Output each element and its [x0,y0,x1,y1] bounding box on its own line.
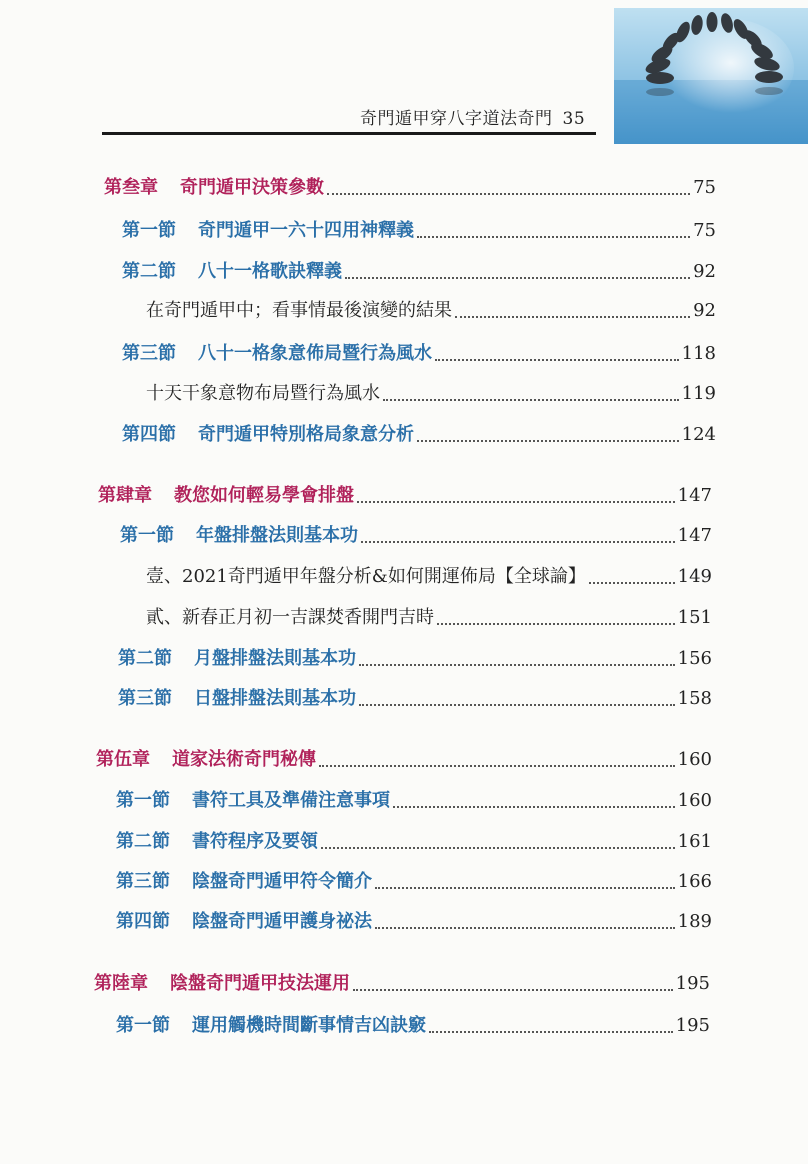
toc-sub-row[interactable] [146,293,716,323]
toc-entry-title: 月盤排盤法則基本功 [194,648,356,669]
toc-entry-label [98,484,354,508]
toc-chapter-row[interactable] [96,742,712,772]
toc-sub-row[interactable] [146,600,712,630]
toc-section-row[interactable] [118,641,712,671]
toc-entry-number: 第二節 [122,261,176,282]
toc-entry-number: 第四節 [122,424,176,445]
toc-section-row[interactable] [122,417,716,447]
toc-section-row[interactable] [116,1008,710,1038]
toc-page-number: 151 [677,607,712,628]
toc-section-row[interactable] [116,783,712,813]
dot-leader [359,703,675,706]
toc-section-row[interactable] [116,824,712,854]
toc-entry-label [116,910,372,934]
toc-entry-label [116,870,372,894]
toc-page-number: 124 [681,424,716,445]
toc-page-number: 119 [681,383,716,404]
toc-page-number: 166 [677,871,712,892]
toc-entry-label [146,565,586,589]
toc-entry-title: 八十一格象意佈局暨行為風水 [198,343,432,364]
toc-entry-number: 第三節 [116,871,170,892]
toc-entry-number: 第一節 [116,790,170,811]
toc-entry-number: 第肆章 [98,485,152,506]
toc-entry-label [122,423,414,447]
dot-leader [435,358,679,361]
toc-entry-number: 第一節 [120,525,174,546]
toc-entry-title: 陰盤奇門遁甲技法運用 [170,973,350,994]
toc-entry-number: 第伍章 [96,749,150,770]
toc-page-number: 92 [693,261,716,282]
toc-entry-label [120,524,358,548]
dot-leader [393,805,675,808]
toc-entry-title: 十天干象意物布局暨行為風水 [146,383,380,404]
dot-leader [429,1030,673,1033]
dot-leader [437,622,675,625]
toc-section-row[interactable] [120,518,712,548]
toc-entry-number: 第一節 [116,1015,170,1036]
toc-entry-number: 第三節 [122,343,176,364]
toc-entry-title: 書符工具及準備注意事項 [192,790,390,811]
toc-entry-title: 年盤排盤法則基本功 [196,525,358,546]
toc-section-row[interactable] [116,864,712,894]
toc-entry-label [94,972,350,996]
dot-leader [375,886,675,889]
toc-entry-title: 奇門遁甲特別格局象意分析 [198,424,414,445]
dot-leader [353,988,673,991]
toc-entry-label [118,647,356,671]
toc-entry-title: 陰盤奇門遁甲護身祕法 [192,911,372,932]
toc-entry-title: 運用觸機時間斷事情吉凶訣竅 [192,1015,426,1036]
toc-page-number: 75 [693,220,716,241]
toc-entry-title: 奇門遁甲決策參數 [180,177,324,198]
toc-section-row[interactable] [122,213,716,243]
dot-leader [417,439,679,442]
toc-page-number: 92 [693,300,716,321]
toc-page-number: 156 [677,648,712,669]
toc-section-row[interactable] [118,681,712,711]
dot-leader [345,276,690,279]
toc-page-number: 189 [677,911,712,932]
toc-page-number: 149 [677,566,712,587]
toc-entry-label [146,382,380,406]
toc-entry-label [146,606,434,630]
toc-entry-title: 日盤排盤法則基本功 [194,688,356,709]
toc-page-number: 147 [677,485,712,506]
toc-page-number: 161 [677,831,712,852]
toc-entry-label [122,342,432,366]
toc-entry-number: 第一節 [122,220,176,241]
toc-entry-label [96,748,316,772]
toc-entry-label [122,219,414,243]
toc-entry-number: 第叁章 [104,177,158,198]
toc-entry-number: 第二節 [116,831,170,852]
toc-entry-title: 教您如何輕易學會排盤 [174,485,354,506]
dot-leader [321,846,675,849]
toc-entry-label [116,830,318,854]
toc-page-number: 195 [675,1015,710,1036]
toc-entry-title: 書符程序及要領 [192,831,318,852]
dot-leader [589,581,675,584]
toc-page-number: 75 [693,177,716,198]
dot-leader [359,663,675,666]
dot-leader [327,192,690,195]
toc-sub-row[interactable] [146,559,712,589]
book-title: 奇門遁甲穿八字道法奇門 [360,109,553,129]
toc-chapter-row[interactable] [104,170,716,200]
toc-section-row[interactable] [122,336,716,366]
dot-leader [417,235,690,238]
toc-entry-label [118,687,356,711]
toc-page-number: 118 [681,343,716,364]
page-number: 35 [562,109,586,129]
toc-entry-number: 第四節 [116,911,170,932]
toc-entry-label [122,260,342,284]
toc-entry-title: 奇門遁甲一六十四用神釋義 [198,220,414,241]
toc-entry-number: 第三節 [118,688,172,709]
toc-entry-title: 在奇門遁甲中；看事情最後演變的結果 [146,300,452,321]
toc-entry-label [116,1014,426,1038]
toc-section-row[interactable] [122,254,716,284]
toc-entry-label [116,789,390,813]
toc-section-row[interactable] [116,904,712,934]
toc-entry-title: 八十一格歌訣釋義 [198,261,342,282]
toc-sub-row[interactable] [146,376,716,406]
toc-page-number: 158 [677,688,712,709]
toc-chapter-row[interactable] [94,966,710,996]
toc-entry-number: 第二節 [118,648,172,669]
toc-entry-title: 壹、2021奇門遁甲年盤分析&如何開運佈局【全球論】 [146,566,586,587]
toc-entry-title: 貳、新春正月初一吉課焚香開門吉時 [146,607,434,628]
toc-entry-label [104,176,324,200]
toc-entry-number: 第陸章 [94,973,148,994]
dot-leader [455,315,690,318]
toc-chapter-row[interactable] [98,478,712,508]
dot-leader [357,500,675,503]
toc-entry-title: 道家法術奇門秘傳 [172,749,316,770]
toc-entry-label [146,299,452,323]
toc-page-number: 195 [675,973,710,994]
toc-page-number: 160 [677,790,712,811]
toc-page-number: 160 [677,749,712,770]
toc-entry-title: 陰盤奇門遁甲符令簡介 [192,871,372,892]
dot-leader [319,764,675,767]
dot-leader [375,926,675,929]
toc-page-number: 147 [677,525,712,546]
dot-leader [361,540,675,543]
dot-leader [383,398,679,401]
